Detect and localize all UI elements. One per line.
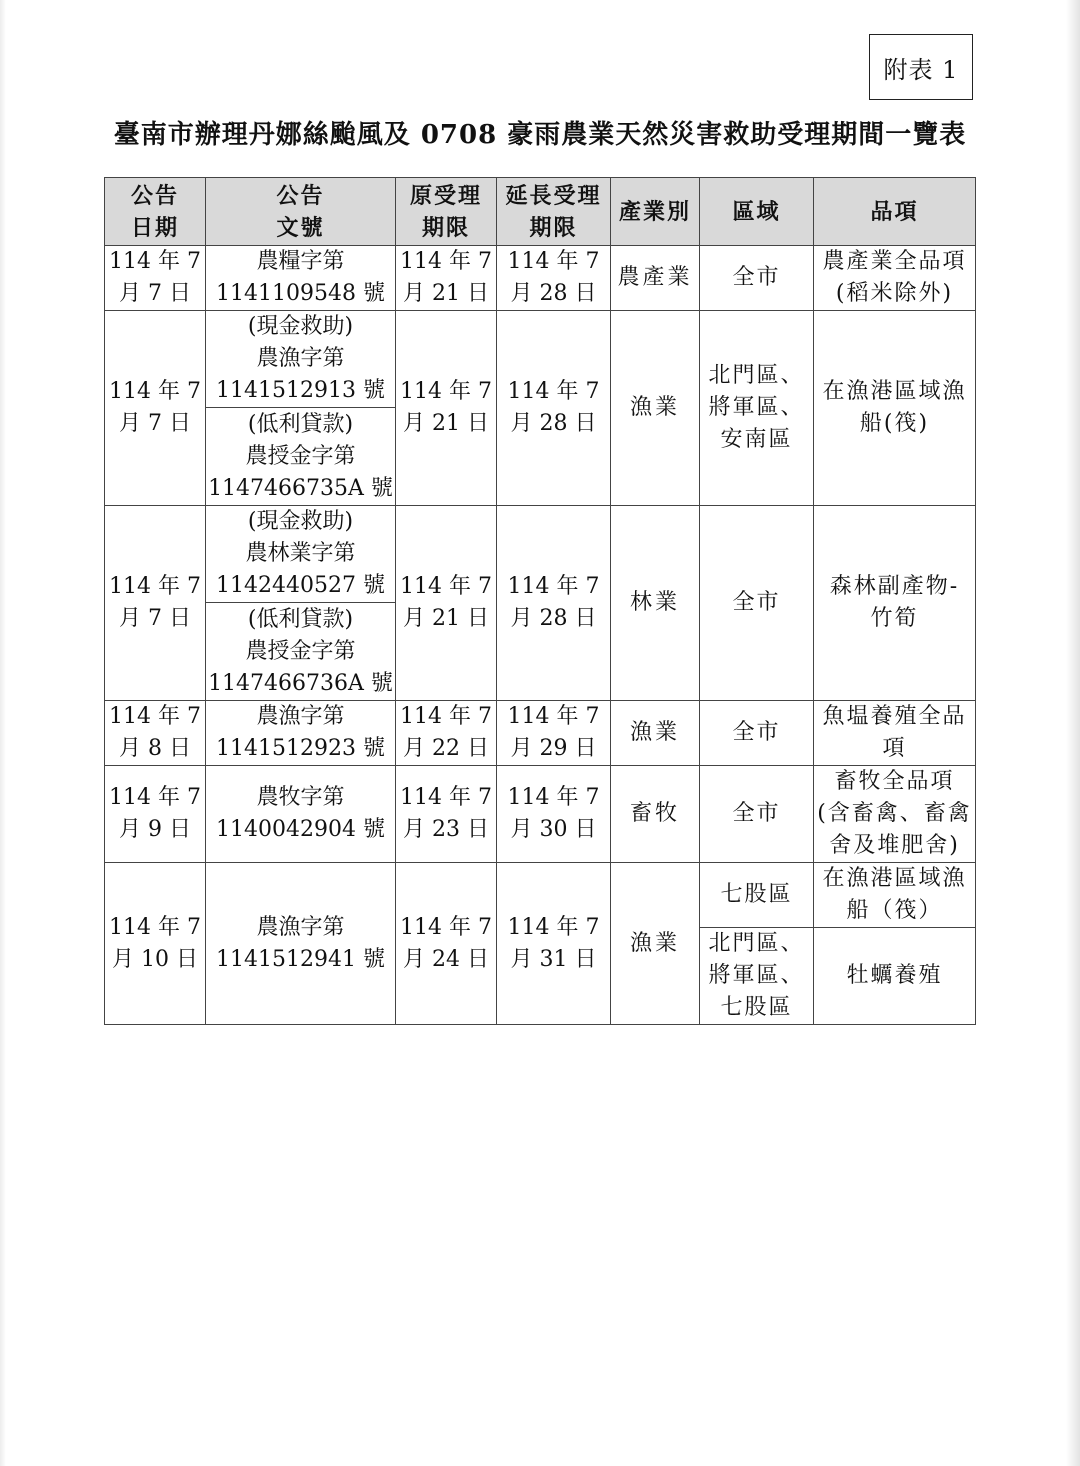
cell-text: 114 年 7	[400, 379, 492, 404]
cell-text: 農授金字第	[245, 443, 356, 469]
cell-text: 農漁字第	[256, 914, 345, 940]
cell-original-period	[396, 311, 497, 506]
cell-text: 全市	[732, 720, 781, 745]
cell-doc	[206, 766, 396, 863]
cell-text: 114 年 7	[507, 379, 600, 404]
cell-industry: 農產業	[611, 246, 700, 311]
table-row	[105, 246, 976, 311]
cell-area	[700, 701, 814, 766]
cell-text: 北門區、	[708, 363, 805, 388]
cell-text: 114 年 7	[400, 785, 492, 810]
cell-doc	[206, 863, 396, 1025]
cell-text: 月 21 日	[403, 606, 489, 631]
cell-text: 114 年 7	[400, 574, 492, 599]
cell-item	[814, 766, 976, 863]
header-date	[105, 178, 206, 246]
cell-item	[814, 701, 976, 766]
cell-text: 月 28 日	[510, 411, 597, 436]
cell-text: 森林副產物-	[829, 574, 960, 599]
cell-extended-period	[497, 766, 611, 863]
cell-text: 船（筏）	[846, 898, 943, 923]
cell-text: 船(筏)	[859, 411, 930, 436]
header-orig-line1: 原受理	[409, 182, 482, 209]
header-date-line1: 公告	[130, 182, 179, 209]
cell-doc	[206, 701, 396, 766]
cell-text: 114 年 7	[400, 914, 492, 940]
cell-area	[700, 863, 814, 928]
cell-text: 114 年 7	[507, 249, 600, 274]
cell-industry: 漁業	[611, 863, 700, 1025]
page-left-edge	[0, 0, 6, 1466]
cell-date	[105, 863, 206, 1025]
cell-extended-period	[497, 863, 611, 1025]
header-extended-period	[497, 178, 611, 246]
cell-text: 月 28 日	[510, 606, 597, 631]
table-row	[105, 863, 976, 928]
relief-period-table	[104, 177, 976, 1025]
cell-text: 114 年 7	[109, 704, 201, 729]
cell-text: 月 29 日	[510, 736, 597, 761]
cell-area	[700, 311, 814, 506]
header-ext-line1: 延長受理	[505, 182, 602, 209]
cell-text: 114 年 7	[507, 704, 600, 729]
cell-date	[105, 506, 206, 701]
cell-text: 月 24 日	[403, 946, 489, 972]
cell-text: 全市	[732, 265, 781, 290]
cell-doc-cash-relief	[206, 506, 396, 603]
cell-doc-cash-relief	[206, 311, 396, 408]
cell-original-period	[396, 701, 497, 766]
table-row	[105, 506, 976, 603]
cell-text: 月 7 日	[119, 606, 191, 631]
cell-text: 農漁字第	[256, 704, 345, 729]
cell-industry: 漁業	[611, 311, 700, 506]
cell-text: 1147466735A 號	[208, 475, 393, 501]
cell-text: 農林業字第	[245, 541, 356, 566]
cell-text: 全市	[732, 590, 781, 615]
header-doc-line2: 文號	[276, 214, 325, 241]
cell-doc-low-interest-loan	[206, 408, 396, 506]
cell-text: 將軍區、	[708, 963, 805, 988]
cell-text: 114 年 7	[109, 785, 201, 810]
cell-text: 農漁字第	[256, 346, 345, 371]
header-item: 品項	[814, 178, 976, 246]
cell-date	[105, 766, 206, 863]
cell-text: 1147466736A 號	[208, 670, 393, 696]
cell-extended-period	[497, 701, 611, 766]
cell-text: 七股區	[720, 882, 793, 907]
header-area: 區域	[700, 178, 814, 246]
cell-extended-period	[497, 506, 611, 701]
cell-text: 114 年 7	[109, 914, 201, 940]
cell-text: (低利貸款)	[247, 411, 354, 437]
page-right-edge	[1066, 0, 1080, 1466]
cell-item	[814, 506, 976, 701]
cell-text: 月 22 日	[403, 736, 489, 761]
cell-date	[105, 701, 206, 766]
cell-text: 月 7 日	[119, 281, 191, 306]
cell-area	[700, 506, 814, 701]
cell-original-period	[396, 766, 497, 863]
cell-text: 牡蠣養殖	[846, 963, 943, 988]
cell-text: 竹筍	[870, 606, 919, 631]
cell-text: 農糧字第	[256, 249, 345, 274]
cell-text: 農產業全品項	[822, 249, 967, 274]
cell-extended-period	[497, 246, 611, 311]
cell-text: 月 28 日	[510, 281, 597, 306]
cell-text: 將軍區、	[708, 395, 805, 420]
table-row	[105, 701, 976, 766]
cell-text: 月 21 日	[403, 411, 489, 436]
header-doc-line1: 公告	[276, 182, 325, 209]
cell-text: 114 年 7	[109, 249, 201, 274]
cell-text: 114 年 7	[507, 785, 600, 810]
header-orig-line2: 期限	[421, 214, 470, 241]
cell-area	[700, 928, 814, 1025]
cell-text: (稻米除外)	[835, 281, 954, 306]
cell-text: (現金救助)	[247, 314, 354, 339]
cell-text: 1140042904 號	[216, 817, 385, 842]
cell-text: 月 30 日	[510, 817, 597, 842]
cell-text: 月 23 日	[403, 817, 489, 842]
cell-text: 項	[882, 736, 907, 761]
cell-text: 114 年 7	[109, 574, 201, 599]
cell-text: 1141512941 號	[216, 946, 385, 972]
cell-item	[814, 863, 976, 928]
cell-text: 月 31 日	[510, 946, 597, 972]
cell-industry: 林業	[611, 506, 700, 701]
cell-industry: 漁業	[611, 701, 700, 766]
cell-doc-low-interest-loan	[206, 603, 396, 701]
cell-text: 月 8 日	[119, 736, 191, 761]
cell-text: 七股區	[720, 995, 793, 1020]
cell-item	[814, 928, 976, 1025]
cell-date	[105, 246, 206, 311]
annex-label-text: 附表 1	[883, 55, 959, 84]
cell-extended-period	[497, 311, 611, 506]
cell-text: (現金救助)	[247, 509, 354, 534]
cell-doc	[206, 246, 396, 311]
cell-text: 農牧字第	[256, 785, 345, 810]
cell-text: 114 年 7	[507, 914, 600, 940]
header-industry: 產業別	[611, 178, 700, 246]
cell-area	[700, 766, 814, 863]
cell-original-period	[396, 506, 497, 701]
table-row	[105, 766, 976, 863]
cell-text: 在漁港區域漁	[822, 866, 967, 891]
cell-text: 農授金字第	[245, 638, 356, 664]
header-original-period	[396, 178, 497, 246]
cell-text: 舍及堆肥舍)	[829, 833, 960, 858]
cell-text: 在漁港區域漁	[822, 379, 967, 404]
cell-text: 月 7 日	[119, 411, 191, 436]
cell-text: 1142440527 號	[216, 573, 385, 598]
cell-text: 月 9 日	[119, 817, 191, 842]
cell-text: 畜牧全品項	[834, 769, 955, 794]
cell-text: (含畜禽、畜禽	[817, 801, 972, 826]
cell-text: 月 10 日	[112, 946, 198, 972]
page-title: 臺南市辦理丹娜絲颱風及 0708 豪雨農業天然災害救助受理期間一覽表	[113, 120, 967, 150]
cell-text: (低利貸款)	[247, 606, 354, 632]
cell-text: 1141109548 號	[216, 281, 385, 306]
cell-text: 全市	[732, 801, 781, 826]
table-row	[105, 311, 976, 408]
cell-industry: 畜牧	[611, 766, 700, 863]
cell-text: 114 年 7	[400, 249, 492, 274]
cell-text: 1141512923 號	[216, 736, 385, 761]
header-ext-line2: 期限	[529, 214, 578, 241]
cell-original-period	[396, 246, 497, 311]
cell-text: 114 年 7	[400, 704, 492, 729]
cell-text: 114 年 7	[507, 574, 600, 599]
cell-item	[814, 311, 976, 506]
annex-label	[869, 34, 973, 100]
cell-text: 北門區、	[708, 931, 805, 956]
cell-original-period	[396, 863, 497, 1025]
cell-text: 月 21 日	[403, 281, 489, 306]
header-doc-no	[206, 178, 396, 246]
cell-date	[105, 311, 206, 506]
cell-text: 安南區	[720, 427, 793, 452]
cell-text: 魚塭養殖全品	[822, 704, 967, 729]
table-header-row	[105, 178, 976, 246]
header-date-line2: 日期	[130, 214, 179, 241]
cell-text: 1141512913 號	[216, 378, 385, 403]
cell-area	[700, 246, 814, 311]
cell-item	[814, 246, 976, 311]
cell-text: 114 年 7	[109, 379, 201, 404]
